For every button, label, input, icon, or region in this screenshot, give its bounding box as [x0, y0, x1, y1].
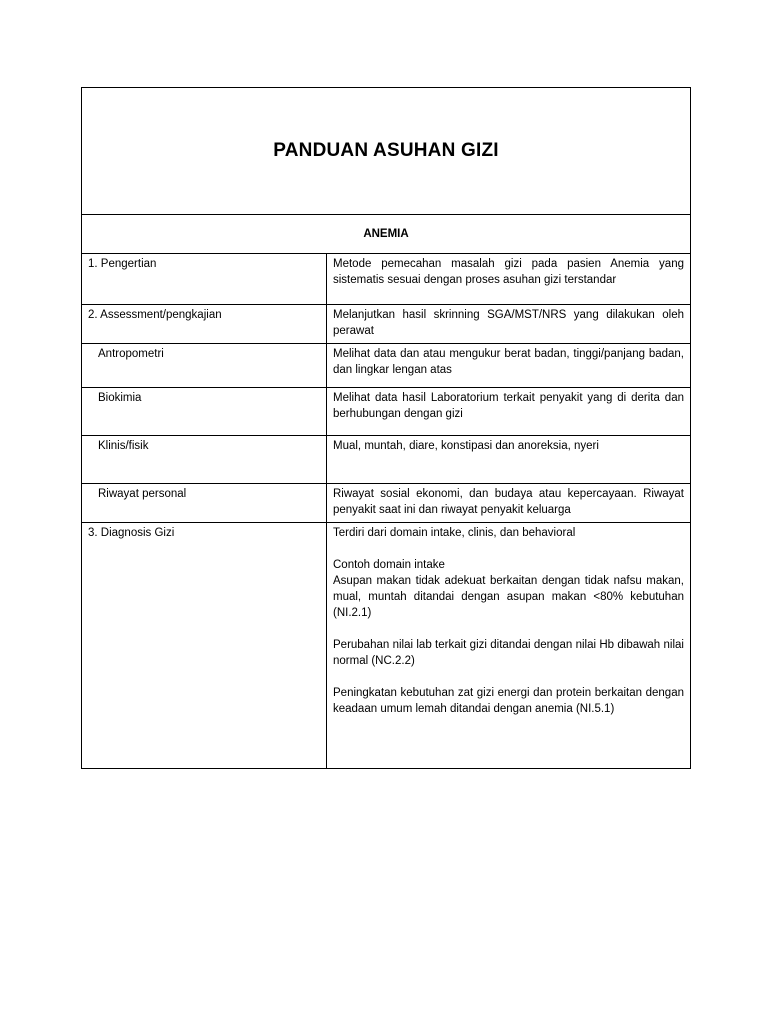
example-item: Peningkatan kebutuhan zat gizi energi dan protein berkaitan dengan keadaan umum lemah ditandai dengan anemia (NI.5.1) [333, 686, 684, 715]
table-row [82, 304, 690, 343]
row-text: Melihat data hasil Laboratorium terkait penyakit yang di derita dan berhubungan dengan gizi [327, 387, 691, 435]
table-row [82, 254, 690, 304]
row-label: Biokimia [82, 387, 327, 435]
row-label: Klinis/fisik [82, 435, 327, 483]
diagnosis-intro: Terdiri dari domain intake, clinis, dan behavioral [333, 526, 576, 539]
row-label: 3. Diagnosis Gizi [82, 522, 327, 768]
document-subtitle: ANEMIA [363, 228, 409, 240]
row-text: Metode pemecahan masalah gizi pada pasien Anemia yang sistematis sesuai dengan proses asuhan gizi terstandar [333, 258, 684, 286]
diagnosis-cell [327, 522, 691, 768]
example-heading: Contoh domain intake [333, 558, 445, 571]
table-row [82, 387, 690, 435]
row-text: Melihat data dan atau mengukur berat badan, tinggi/panjang badan, dan lingkar lengan atas [327, 343, 691, 387]
document-title: PANDUAN ASUHAN GIZI [273, 140, 499, 161]
row-text: Riwayat sosial ekonomi, dan budaya atau kepercayaan. Riwayat penyakit saat ini dan riwayat penyakit keluarga [327, 483, 691, 522]
example-item: Perubahan nilai lab terkait gizi ditandai dengan nilai Hb dibawah nilai normal (NC.2.2) [333, 638, 684, 667]
table-row [82, 435, 690, 483]
row-label: 1. Pengertian [82, 254, 327, 304]
guideline-document [81, 87, 691, 769]
row-text: Melanjutkan hasil skrinning SGA/MST/NRS yang dilakukan oleh perawat [327, 304, 691, 343]
row-label: Riwayat personal [82, 483, 327, 522]
title-section [82, 88, 690, 215]
table-row [82, 483, 690, 522]
table-row [82, 522, 690, 768]
row-label: Antropometri [82, 343, 327, 387]
row-label: 2. Assessment/pengkajian [82, 304, 327, 343]
table-row [82, 343, 690, 387]
subtitle-section [82, 215, 690, 254]
row-text: Mual, muntah, diare, konstipasi dan anoreksia, nyeri [327, 435, 691, 483]
example-item: Asupan makan tidak adekuat berkaitan dengan tidak nafsu makan, mual, muntah ditandai dengan asupan makan <80% kebutuhan (NI.2.1) [333, 574, 684, 619]
guideline-table [82, 254, 690, 768]
